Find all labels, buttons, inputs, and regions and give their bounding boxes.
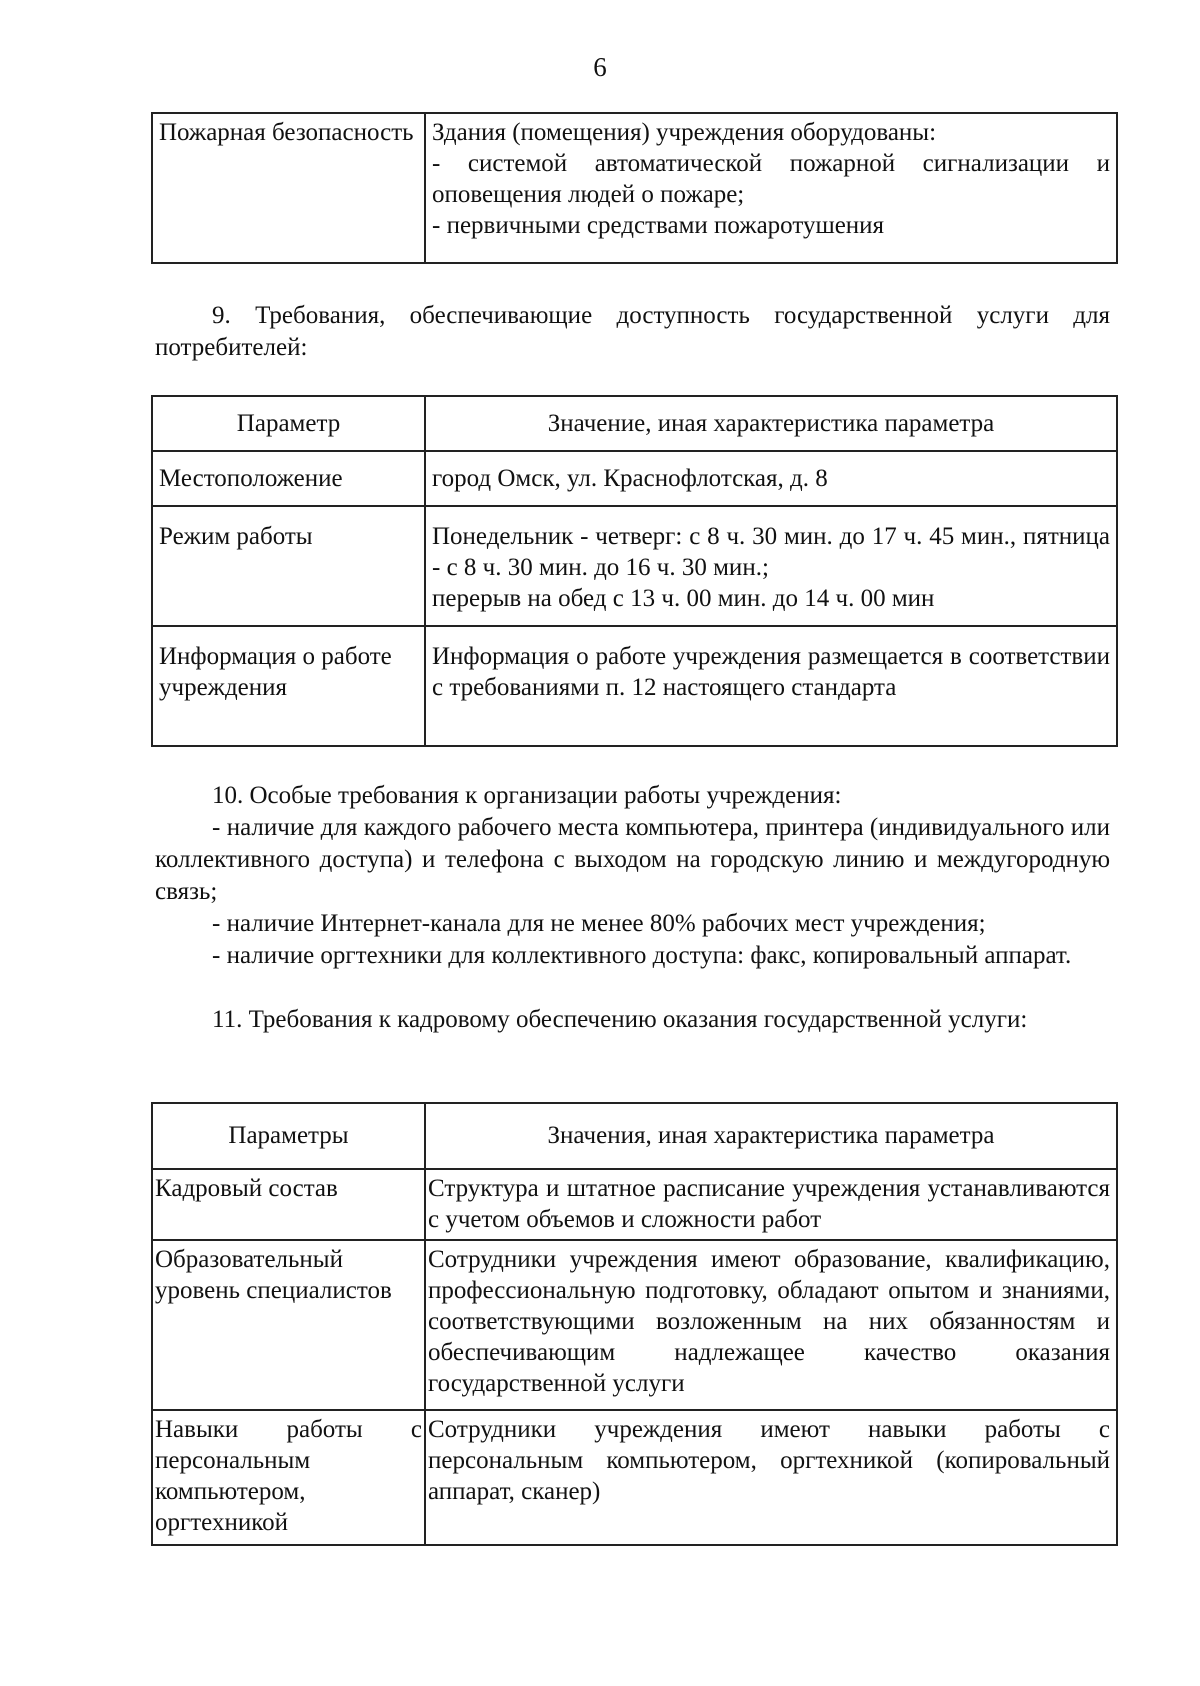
table-row — [152, 626, 1117, 746]
table-row — [152, 451, 1117, 506]
param-cell: Пожарная безопасность — [152, 113, 425, 263]
table-header-row — [152, 396, 1117, 451]
table-row — [152, 1410, 1117, 1545]
param-cell: Навыки работы с персональным компьютером, оргтехникой — [152, 1410, 425, 1545]
table-row — [152, 1240, 1117, 1410]
param-cell: Информация о работе учреждения — [152, 626, 425, 746]
column-header: Параметры — [152, 1103, 425, 1169]
value-cell — [425, 113, 1117, 263]
section-10 — [155, 780, 1110, 972]
value-cell: Сотрудники учреждения имеют образование, квалификацию, профессиональную подготовку, обладают опытом и знаниями, соответствующими возложенным на них обязанностям и обеспечивающим надлежащее качество оказания государственной услуги — [425, 1240, 1117, 1410]
column-header: Значение, иная характеристика параметра — [425, 396, 1117, 451]
value-line: - первичными средствами пожаротушения — [432, 212, 885, 239]
value-line: перерыв на обед с 13 ч. 00 мин. до 14 ч. 00 мин — [432, 585, 935, 612]
param-cell: Кадровый состав — [152, 1169, 425, 1240]
table-row — [152, 506, 1117, 626]
value-cell: Сотрудники учреждения имеют навыки работы с персональным компьютером, оргтехникой (копировальный аппарат, сканер) — [425, 1410, 1117, 1545]
param-cell: Режим работы — [152, 506, 425, 626]
value-line: Здания (помещения) учреждения оборудованы: — [432, 119, 937, 146]
value-line: - системой автоматической пожарной сигнализации и оповещения людей о пожаре; — [432, 150, 1110, 208]
section-9-heading: 9. Требования, обеспечивающие доступность государственной услуги для потребителей: — [155, 302, 1110, 361]
value-line: Понедельник - четверг: с 8 ч. 30 мин. до 17 ч. 45 мин., пятница - с 8 ч. 30 мин. до 16 ч. 30 мин.; — [432, 523, 1110, 581]
param-cell: Местоположение — [152, 451, 425, 506]
accessibility-table — [151, 395, 1118, 747]
list-item: - наличие Интернет-канала для не менее 80% рабочих мест учреждения; — [212, 910, 986, 937]
column-header: Параметр — [152, 396, 425, 451]
table-row — [152, 1169, 1117, 1240]
param-cell: Образовательный уровень специалистов — [152, 1240, 425, 1410]
section-11-heading: 11. Требования к кадровому обеспечению оказания государственной услуги: — [212, 1006, 1028, 1033]
staffing-table — [151, 1102, 1118, 1546]
section-10-title: 10. Особые требования к организации работы учреждения: — [212, 782, 842, 809]
table-header-row — [152, 1103, 1117, 1169]
value-cell — [425, 506, 1117, 626]
value-cell: Структура и штатное расписание учреждения устанавливаются с учетом объемов и сложности работ — [425, 1169, 1117, 1240]
table-row — [152, 113, 1117, 263]
page-number: 6 — [593, 52, 607, 82]
fire-safety-table — [151, 112, 1118, 264]
value-cell: Информация о работе учреждения размещается в соответствии с требованиями п. 12 настоящего стандарта — [425, 626, 1117, 746]
list-item: - наличие оргтехники для коллективного доступа: факс, копировальный аппарат. — [212, 942, 1072, 969]
list-item: - наличие для каждого рабочего места компьютера, принтера (индивидуального или коллективного доступа) и телефона с выходом на городскую линию и междугородную связь; — [155, 814, 1110, 905]
column-header: Значения, иная характеристика параметра — [425, 1103, 1117, 1169]
value-cell: город Омск, ул. Краснофлотская, д. 8 — [425, 451, 1117, 506]
